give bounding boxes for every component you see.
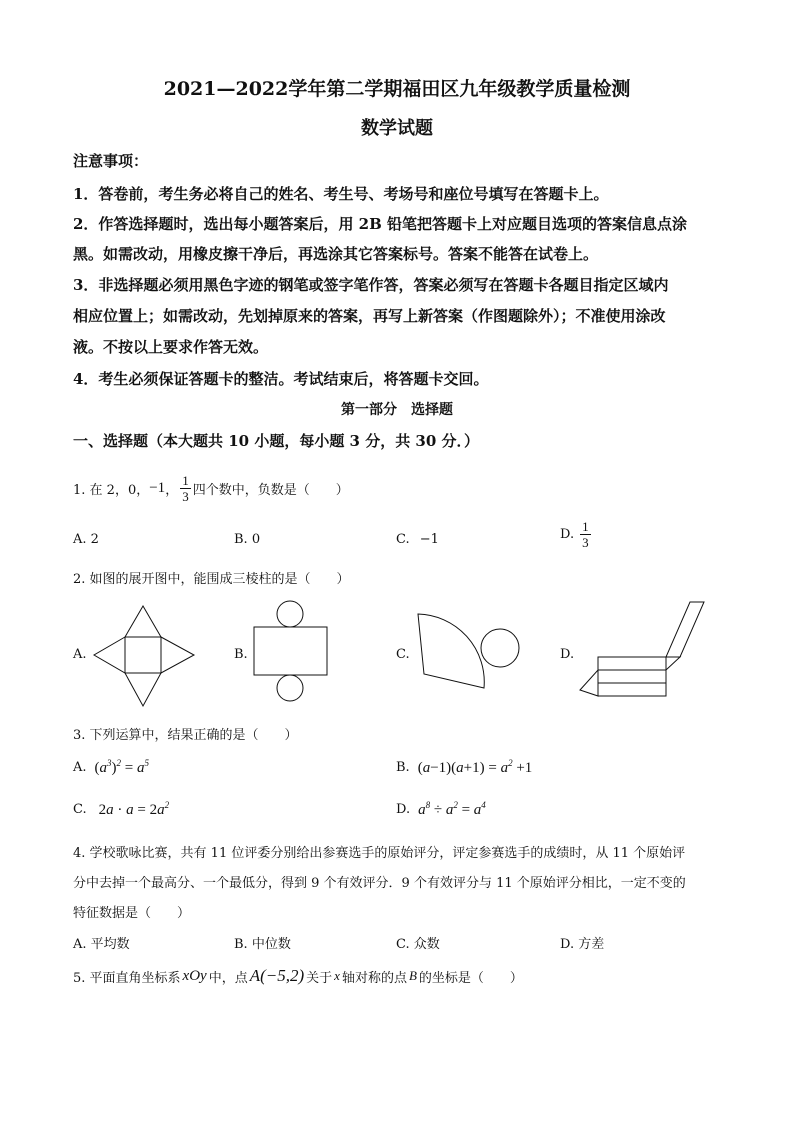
q1-d-fraction: [580, 520, 591, 549]
figure-c-circle: [481, 629, 519, 667]
q1-prefix: 1. 在 2，0，: [73, 483, 150, 498]
q5-xoy: xOy: [182, 967, 207, 984]
q3-d-label: D.: [396, 802, 411, 817]
q2-option-d[interactable]: D.: [560, 647, 575, 662]
q5-part-5: 的坐标是（ ）: [418, 970, 523, 986]
q3-d-expression: $a^8 \div a^2 = a^4$: [418, 800, 486, 818]
note-item-3-line-3: 液。不按以上要求作答无效。: [73, 338, 269, 356]
q5-part-2: 中，点: [208, 970, 248, 986]
q2-option-a[interactable]: A.: [73, 647, 87, 662]
q1-c-label: C.: [396, 532, 410, 547]
q3-a-label: A.: [73, 760, 87, 775]
note-item-2-line-1: 2．作答选择题时，选出每小题答案后，用 2B 铅笔把答题卡上对应题目选项的答案信息点涂: [73, 215, 688, 233]
q5-axis: x: [334, 968, 340, 983]
q2-figure-a: [92, 604, 196, 710]
notes-heading: 注意事项：: [73, 152, 149, 170]
q1-separator: ，: [165, 483, 179, 498]
figure-a-bottom-triangle: [125, 673, 161, 706]
q1-suffix: 四个数中，负数是（ ）: [192, 483, 349, 498]
q2-figure-c: [412, 612, 522, 702]
q3-option-a[interactable]: [73, 758, 149, 777]
q4-option-c[interactable]: C. 众数: [396, 937, 440, 952]
part-heading: 第一部分 选择题: [341, 402, 453, 418]
q3-c-expression: $2a \cdot a = 2a^2$: [98, 800, 170, 818]
q1-d-den: 3: [582, 535, 589, 550]
q2-figure-d: [578, 600, 728, 700]
note-item-1: 1．答卷前，考生务必将自己的姓名、考生号、考场号和座位号填写在答题卡上。: [73, 185, 609, 203]
q3-option-c[interactable]: [73, 800, 169, 819]
note-item-2-line-2: 黑。如需改动，用橡皮擦干净后，再选涂其它答案标号。答案不能答在试卷上。: [73, 245, 599, 263]
section-heading: 一、选择题（本大题共 10 小题，每小题 3 分，共 30 分．）: [73, 432, 480, 450]
q4-option-b[interactable]: B. 中位数: [234, 937, 291, 952]
question-2-stem: 2. 如图的展开图中，能围成三棱柱的是（ ）: [73, 572, 350, 587]
figure-a-square: [125, 637, 161, 673]
q1-neg-one: −1: [149, 480, 166, 496]
q2-option-b[interactable]: B.: [234, 647, 248, 662]
figure-d-rect-middle: [598, 670, 666, 683]
figure-d-rect-bottom: [598, 683, 666, 696]
figure-b-bottom-circle: [277, 675, 303, 701]
figure-a-left-triangle: [94, 637, 125, 673]
q5-point-b: B: [408, 968, 417, 983]
figure-d-triangle-left: [580, 670, 598, 696]
q4-option-d[interactable]: D. 方差: [560, 937, 605, 952]
question-1-stem: [73, 474, 349, 503]
q3-b-label: B.: [396, 760, 410, 775]
question-4-line-2: 分中去掉一个最高分、一个最低分，得到 9 个有效评分．9 个有效评分与 11 个原始评分相比，一定不变的: [73, 876, 686, 891]
note-item-3-line-1: 3．非选择题必须用黑色字迹的钢笔或签字笔作答，答案必须写在答题卡各题目指定区域内: [73, 276, 669, 294]
page-title: 2021—2022学年第二学期福田区九年级教学质量检测: [163, 78, 631, 100]
note-item-4: 4．考生必须保证答题卡的整洁。考试结束后，将答题卡交回。: [73, 370, 489, 388]
q1-fraction: [180, 474, 191, 503]
q1-option-d[interactable]: [560, 520, 591, 549]
q1-d-label: D.: [560, 527, 575, 542]
q5-part-3: 关于: [306, 970, 333, 986]
q1-c-value: −1: [419, 532, 439, 547]
q2-figure-b: [252, 600, 332, 710]
figure-b-rectangle: [254, 627, 327, 675]
q1-option-c[interactable]: [396, 532, 439, 547]
figure-b-top-circle: [277, 601, 303, 627]
question-5-stem: [73, 966, 523, 986]
q3-b-expression: $(a-1)(a+1) = a^2 +1$: [417, 758, 533, 776]
figure-d-slanted-rect: [666, 602, 704, 657]
q3-c-label: C.: [73, 802, 87, 817]
figure-a-top-triangle: [125, 606, 161, 637]
q5-point-a: A(−5,2): [249, 966, 305, 985]
question-3-stem: 3. 下列运算中，结果正确的是（ ）: [73, 728, 298, 743]
q2-option-c[interactable]: C.: [396, 647, 410, 662]
q4-option-a[interactable]: A. 平均数: [73, 937, 130, 952]
question-4-line-3: 特征数据是（ ）: [73, 906, 191, 921]
note-item-3-line-2: 相应位置上；如需改动，先划掉原来的答案，再写上新答案（作图题除外）；不准使用涂改: [73, 307, 666, 325]
q5-part-1: 5. 平面直角坐标系: [73, 970, 181, 986]
figure-c-sector: [418, 614, 484, 688]
figure-a-right-triangle: [161, 637, 194, 673]
q1-option-b[interactable]: B. 0: [234, 532, 261, 547]
figure-d-triangle-right: [666, 657, 680, 670]
q3-option-d[interactable]: [396, 800, 486, 819]
figure-d-rect-top: [598, 657, 666, 670]
q3-option-b[interactable]: [396, 758, 532, 777]
q5-part-4: 轴对称的点: [341, 970, 407, 986]
q1-option-a[interactable]: A. 2: [73, 532, 99, 547]
question-4-line-1: 4. 学校歌咏比赛，共有 11 位评委分别给出参赛选手的原始评分，评定参赛选手的成绩时，从 11 个原始评: [73, 846, 686, 861]
page-subtitle: 数学试题: [361, 118, 433, 139]
q1-d-num: 1: [582, 519, 589, 534]
q3-a-expression: $(a^3)^2 = a^5$: [94, 758, 149, 776]
q1-frac-num: 1: [182, 473, 189, 488]
q1-frac-den: 3: [182, 489, 189, 504]
